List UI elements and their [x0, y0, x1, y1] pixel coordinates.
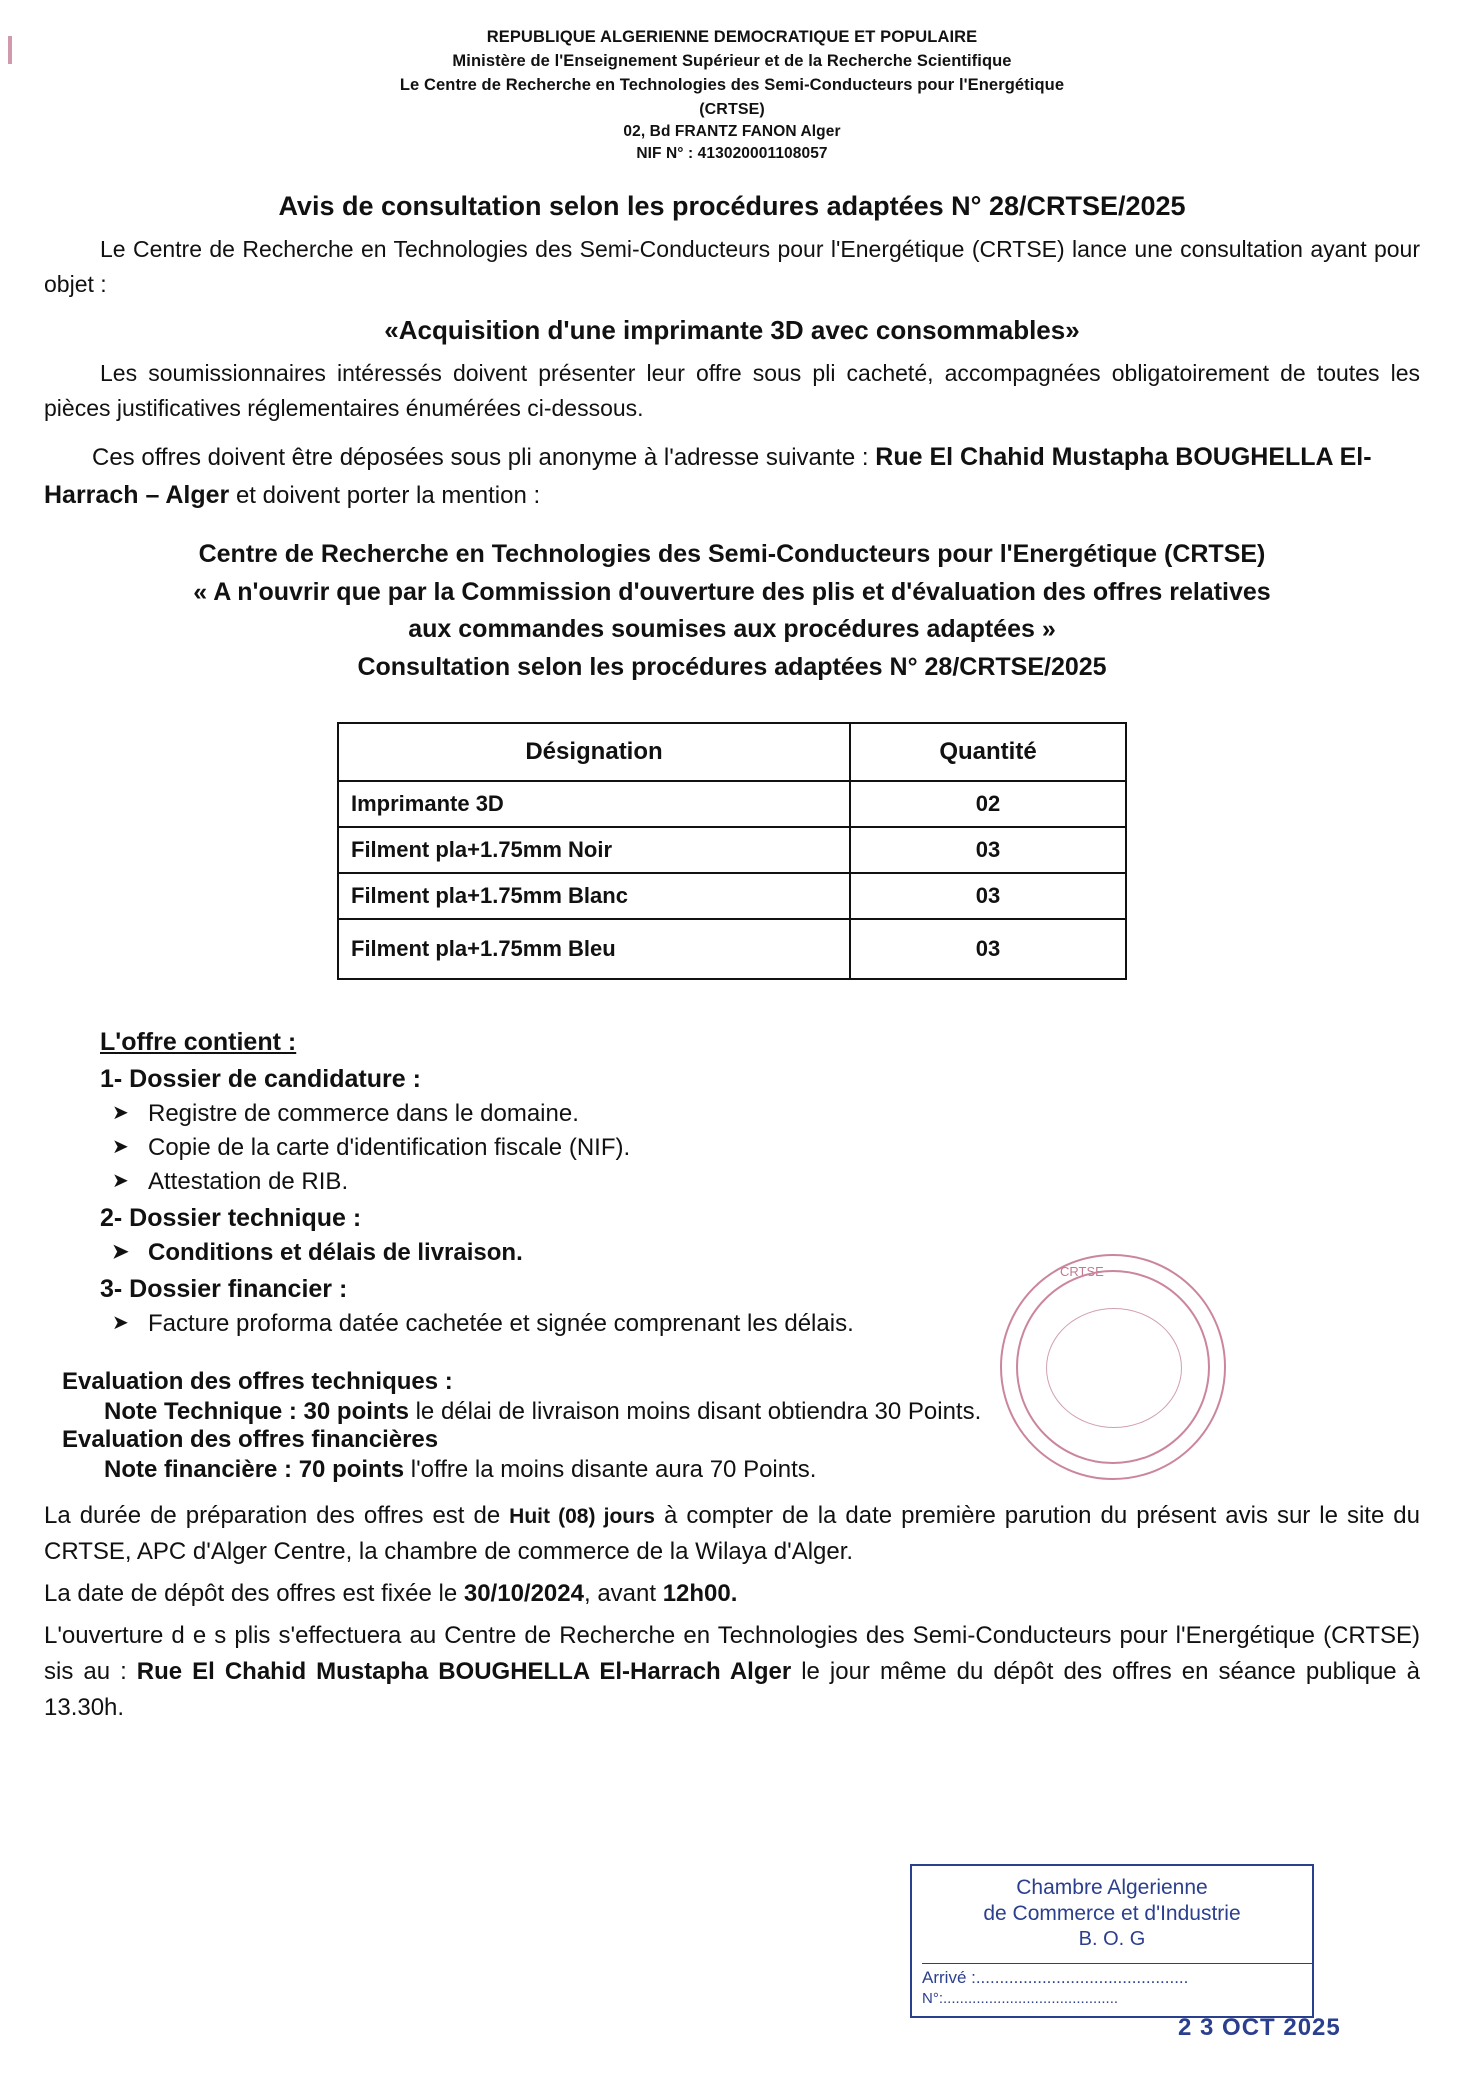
duration-rest: à compter de la date première parution du présent avis sur le site du CRTSE, APC d'Alger Centre, la chambre de commerce de la Wilaya d'Alger.	[44, 1502, 1420, 1566]
financial-evaluation-title: Evaluation des offres financières	[62, 1426, 439, 1454]
document-page	[0, 26, 1464, 2074]
cell-quantite: 02	[850, 781, 1126, 827]
cell-quantite: 03	[850, 873, 1126, 919]
header-line-acronym: (CRTSE)	[699, 100, 765, 118]
evaluation-block	[44, 1368, 1420, 1484]
arrow-bullet-icon: ➤	[112, 1102, 129, 1125]
cell-designation: Imprimante 3D	[338, 781, 850, 827]
reception-stamp-number: N°:..........................................	[922, 1990, 1119, 2007]
reception-stamp	[910, 1864, 1314, 2018]
financial-note-rest: l'offre la moins disante aura 70 Points.	[404, 1456, 817, 1484]
deposit-paragraph	[44, 1576, 1420, 1612]
list-item-label: Registre de commerce dans le domaine.	[148, 1100, 579, 1128]
financial-note-bold: Note financière : 70 points	[104, 1456, 405, 1484]
table-row	[338, 919, 1126, 979]
offer-section-1-title: 1- Dossier de candidature :	[100, 1065, 421, 1094]
reception-stamp-line-2: de Commerce et d'Industrie	[983, 1902, 1241, 1925]
mention-line-4: Consultation selon les procédures adaptées N° 28/CRTSE/2025	[357, 652, 1107, 681]
arrow-bullet-icon: ➤	[112, 1170, 129, 1193]
table-row	[338, 827, 1126, 873]
deposit-date: 30/10/2024	[463, 1580, 584, 1608]
arrow-bullet-icon: ➤	[112, 1136, 129, 1159]
reception-date-stamp: 2 3 OCT 2025	[1178, 2014, 1341, 2041]
address-paragraph	[44, 439, 1420, 514]
cell-quantite: 03	[850, 919, 1126, 979]
address-suffix: et doivent porter la mention :	[229, 481, 541, 509]
deposit-prefix: La date de dépôt des offres est fixée le	[44, 1580, 464, 1608]
financial-note	[104, 1456, 1420, 1484]
list-item-label: Facture proforma datée cachetée et signée comprenant les délais.	[148, 1310, 854, 1338]
arrow-bullet-icon: ➤	[112, 1312, 129, 1335]
closing-block	[44, 1498, 1420, 1726]
col-quantite: Quantité	[850, 723, 1126, 781]
object-title: «Acquisition d'une imprimante 3D avec consommables»	[384, 315, 1080, 346]
corner-mark	[8, 36, 12, 64]
offer-section-2-title: 2- Dossier technique :	[100, 1204, 362, 1233]
cell-quantite: 03	[850, 827, 1126, 873]
header-line-center: Le Centre de Recherche en Technologies des Semi-Conducteurs pour l'Energétique	[399, 75, 1065, 94]
document-body	[44, 186, 1420, 687]
offer-section-3-title: 3- Dossier financier :	[100, 1275, 348, 1304]
reception-stamp-arrived: Arrivé :.............................................	[922, 1963, 1312, 1988]
items-table	[337, 722, 1127, 980]
mention-block	[44, 536, 1420, 686]
items-table-wrapper	[337, 722, 1127, 980]
arrow-bullet-icon: ➤	[112, 1241, 129, 1264]
offer-section-3-list	[100, 1310, 1464, 1338]
header-line-ministry: Ministère de l'Enseignement Supérieur et de la Recherche Scientifique	[452, 51, 1012, 70]
list-item	[100, 1100, 1464, 1128]
cell-designation: Filment pla+1.75mm Noir	[338, 827, 850, 873]
duration-bold: Huit (08) jours	[509, 1505, 655, 1529]
header-line-address: 02, Bd FRANTZ FANON Alger	[623, 122, 841, 140]
list-item	[100, 1168, 1464, 1196]
cell-designation: Filment pla+1.75mm Bleu	[338, 919, 850, 979]
cell-designation: Filment pla+1.75mm Blanc	[338, 873, 850, 919]
round-stamp-text: CRTSE	[1060, 1264, 1104, 1279]
address-bold: Rue El Chahid Mustapha BOUGHELLA El-Harrach – Alger	[44, 443, 1372, 509]
opening-rest: le jour même du dépôt des offres en séance publique à 13.30h.	[44, 1658, 1421, 1722]
address-prefix: Ces offres doivent être déposées sous pli anonyme à l'adresse suivante :	[92, 444, 876, 472]
col-designation: Désignation	[338, 723, 850, 781]
list-item-label: Conditions et délais de livraison.	[148, 1239, 523, 1267]
technical-note-bold: Note Technique : 30 points	[104, 1398, 409, 1426]
intro-paragraph: Le Centre de Recherche en Technologies des Semi-Conducteurs pour l'Energétique (CRTSE) lance une consultation ayant pour objet :	[44, 236, 1420, 297]
mention-line-1: Centre de Recherche en Technologies des Semi-Conducteurs pour l'Energétique (CRTSE)	[198, 540, 1266, 569]
table-row	[338, 873, 1126, 919]
list-item	[100, 1310, 1464, 1338]
opening-prefix: L'ouverture d e s plis s'effectuera au Centre de Recherche en Technologies des Semi-Conducteurs pour l'Energétique (CRTSE) sis au :	[44, 1622, 1420, 1686]
offer-heading: L'offre contient :	[100, 1028, 297, 1057]
technical-note-rest: le délai de livraison moins disant obtiendra 30 Points.	[408, 1398, 982, 1426]
technical-note	[104, 1398, 1420, 1426]
page-title: Avis de consultation selon les procédures adaptées N° 28/CRTSE/2025	[278, 190, 1186, 221]
header-line-nif: NIF N° : 413020001108057	[636, 145, 828, 163]
offer-section-1-list	[100, 1100, 1464, 1196]
deposit-mid: , avant	[583, 1580, 663, 1608]
reception-stamp-line-3: B. O. G	[1078, 1928, 1146, 1950]
list-item-label: Attestation de RIB.	[148, 1168, 349, 1196]
table-header-row	[338, 723, 1126, 781]
list-item	[100, 1239, 1464, 1267]
opening-paragraph	[44, 1618, 1420, 1726]
header-line-republic: REPUBLIQUE ALGERIENNE DEMOCRATIQUE ET POPULAIRE	[486, 28, 978, 46]
bidders-paragraph: Les soumissionnaires intéressés doivent présenter leur offre sous pli cacheté, accompagnées obligatoirement de toutes les pièces justificatives réglementaires énumérées ci-dessous.	[44, 360, 1420, 421]
mention-line-3: aux commandes soumises aux procédures adaptées »	[408, 615, 1056, 644]
document-header	[0, 26, 1464, 166]
offer-section-2-list	[100, 1239, 1464, 1267]
reception-stamp-line-1: Chambre Algerienne	[1016, 1876, 1208, 1899]
opening-address: Rue El Chahid Mustapha BOUGHELLA El-Harrach Alger	[136, 1658, 792, 1686]
list-item	[100, 1134, 1464, 1162]
mention-line-2: « A n'ouvrir que par la Commission d'ouverture des plis et d'évaluation des offres relatives	[193, 577, 1271, 606]
deposit-hour: 12h00.	[662, 1580, 738, 1608]
list-item-label: Copie de la carte d'identification fiscale (NIF).	[148, 1134, 631, 1162]
offer-contents	[100, 1028, 1464, 1338]
table-row	[338, 781, 1126, 827]
duration-prefix: La durée de préparation des offres est de	[44, 1502, 510, 1530]
duration-paragraph	[44, 1498, 1420, 1570]
technical-evaluation-title: Evaluation des offres techniques :	[62, 1368, 453, 1396]
